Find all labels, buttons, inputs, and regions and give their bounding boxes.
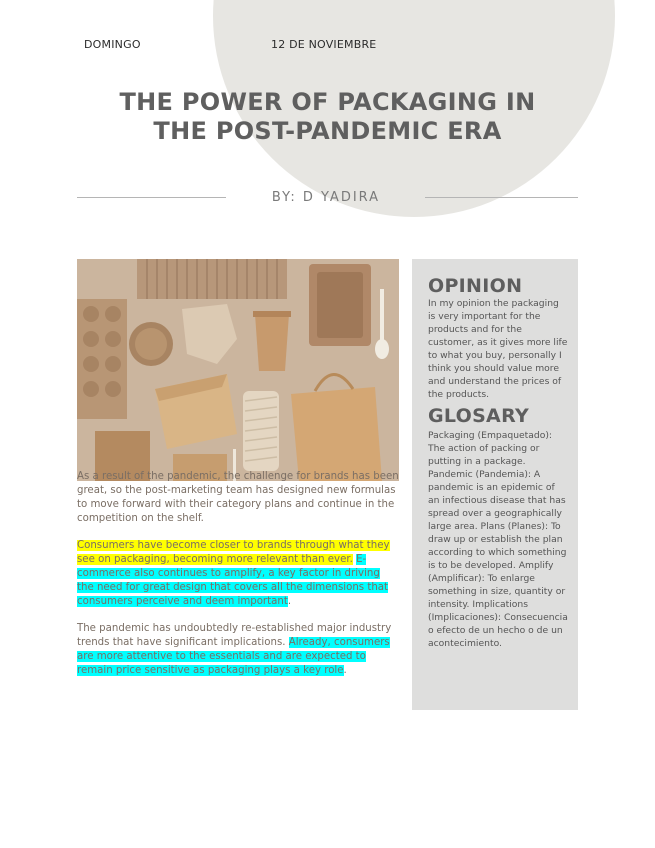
issue-date: 12 DE NOVIEMBRE [271, 38, 377, 51]
divider-right [425, 197, 578, 198]
article-paragraph-3 [77, 622, 399, 678]
issue-day: DOMINGO [84, 38, 141, 51]
page-title [70, 88, 585, 146]
title-line-1: THE POWER OF PACKAGING IN [119, 88, 536, 116]
title-line-2: THE POST-PANDEMIC ERA [153, 117, 502, 145]
paragraph-3-end: . [343, 665, 347, 676]
opinion-text: In my opinion the packaging is very important for the products and for the customer, as it gives more life to what you buy, personally I think you should value more and understand the prices of the products. [428, 298, 568, 400]
highlight-cyan-text: E-commerce also continues to amplify, a key factor in driving the need for great design that covers all the dimensions that consumers perceive and deem important [77, 554, 389, 607]
highlight-yellow-text: Consumers have become closer to brands through what they see on packaging, becoming more relevant than ever. [77, 540, 390, 565]
article-body [77, 470, 399, 691]
highlight-cyan-text-2: Already, consumers are more attentive to the essentials and are expected to remain price sensitive as packaging plays a key role [77, 637, 390, 676]
author-byline: BY: D YADIRA [271, 190, 381, 205]
glosary-heading: GLOSARY [428, 405, 530, 427]
sidebar-panel [412, 259, 578, 710]
divider-left [77, 197, 226, 198]
glosary-text: Packaging (Empaquetado): The action of packing or putting in a package. Pandemic (Pandemia): A pandemic is an epidemic of an infectious disease that has spread over a geographically large area. Plans (Planes): To draw up or establish the plan according to which something is to be developed. Amplify (Amplificar): To enlarge something in size, quantity or intensity. Implications (Implicaciones): Consecuencia o efecto de un hecho o de un acontecimiento. [428, 430, 568, 649]
paragraph-3-text: The pandemic has undoubtedly re-established major industry trends that have significant implications. [77, 623, 392, 648]
opinion-heading: OPINION [428, 275, 523, 297]
article-paragraph-1: As a result of the pandemic, the challenge for brands has been great, so the post-marketing team has designed new formulas to move forward with their category plans and continue in the competition on the shelf. [77, 471, 399, 524]
paragraph-2-end: . [287, 596, 292, 607]
article-paragraph-2 [77, 539, 399, 609]
packaging-photo [77, 259, 399, 481]
